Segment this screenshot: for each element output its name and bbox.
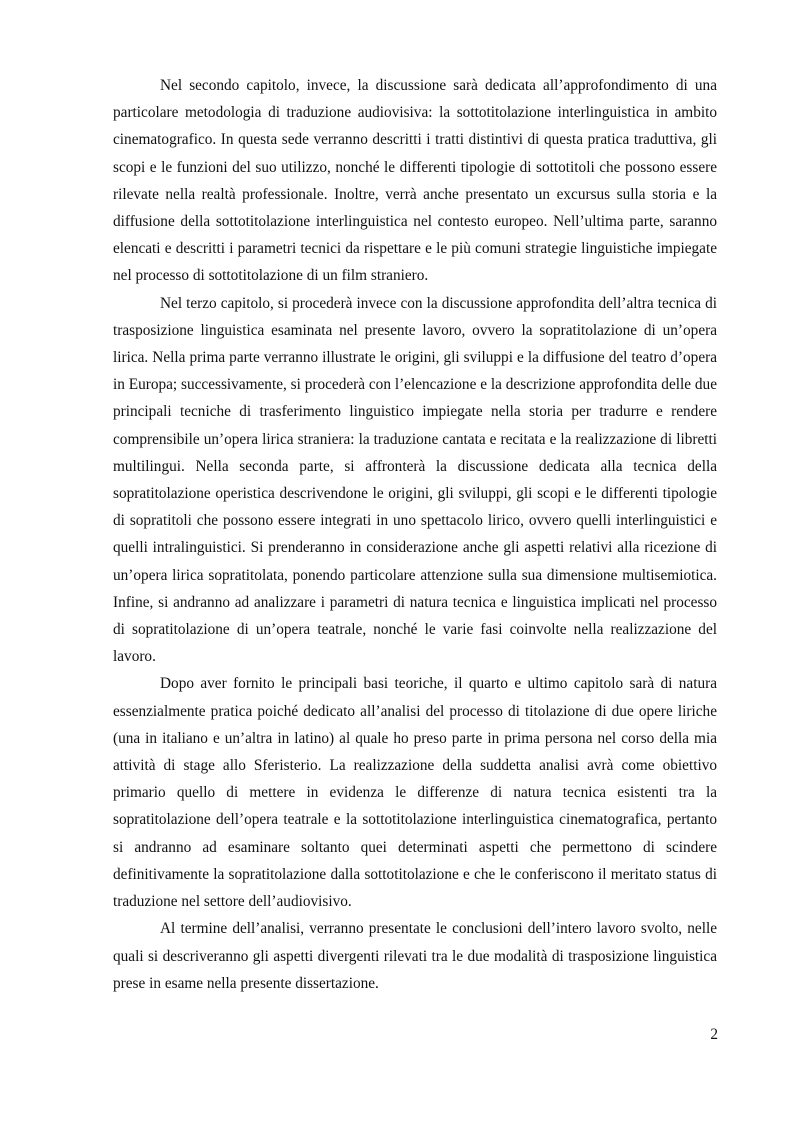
paragraph-chapter-three: Nel terzo capitolo, si procederà invece con la discussione approfondita dell’altra tecnica di trasposizione linguistica esaminata nel presente lavoro, ovvero la sopratitolazione di un’opera lirica. Nella prima parte verranno illustrate le origini, gli sviluppi e la diffusione del teatro d’opera in Europa; successivamente, si procederà con l’elencazione e la descrizione approfondita delle due principali tecniche di trasferimento linguistico impiegate nella storia per tradurre e rendere comprensibile un’opera lirica straniera: la traduzione cantata e recitata e la realizzazione di libretti multilingui. Nella seconda parte, si affronterà la discussione dedicata alla tecnica della sopratitolazione operistica descrivendone le origini, gli sviluppi, gli scopi e le differenti tipologie di sopratitoli che possono essere integrati in uno spettacolo lirico, ovvero quelli interlinguistici e quelli intralinguistici. Si prenderanno in considerazione anche gli aspetti relativi alla ricezione di un’opera lirica sopratitolata, ponendo particolare attenzione sulla sua dimensione multisemiotica. Infine, si andranno ad analizzare i parametri di natura tecnica e linguistica implicati nel processo di sopratitolazione di un’opera teatrale, nonché le varie fasi coinvolte nella realizzazione del lavoro. (113, 294, 717, 666)
paragraph-chapter-four: Dopo aver fornito le principali basi teoriche, il quarto e ultimo capitolo sarà di natura essenzialmente pratica poiché dedicato all’analisi del processo di titolazione di due opere liriche (una in italiano e un’altra in latino) al quale ho preso parte in prima persona nel corso della mia attività di stage allo Sferisterio. La realizzazione della suddetta analisi avrà come obiettivo primario quello di mettere in evidenza le differenze di natura tecnica esistenti tra la sopratitolazione dell’opera teatrale e la sottotitolazione interlinguistica cinematografica, pertanto si andranno ad esaminare soltanto quei determinati aspetti che permettono di scindere definitivamente la sopratitolazione dalla sottotitolazione e che le conferiscono il meritato status di traduzione nel settore dell’audiovisivo. (113, 675, 717, 911)
paragraph-chapter-two: Nel secondo capitolo, invece, la discussione sarà dedicata all’approfondimento di una particolare metodologia di traduzione audiovisiva: la sottotitolazione interlinguistica in ambito cinematografico. In questa sede verranno descritti i tratti distintivi di questa pratica traduttiva, gli scopi e le funzioni del suo utilizzo, nonché le differenti tipologie di sottotitoli che possono essere rilevate nella realtà professionale. Inoltre, verrà anche presentato un excursus sulla storia e la diffusione della sottotitolazione interlinguistica nel contesto europeo. Nell’ultima parte, saranno elencati e descritti i parametri tecnici da rispettare e le più comuni strategie linguistiche impiegate nel processo di sottotitolazione di un film straniero. (113, 77, 717, 285)
paragraph-conclusions: Al termine dell’analisi, verranno presentate le conclusioni dell’intero lavoro svolto, nelle quali si descriveranno gli aspetti divergenti rilevati tra le due modalità di trasposizione linguistica prese in esame nella presente dissertazione. (113, 920, 717, 992)
page-number: 2 (710, 1026, 718, 1043)
body-text (113, 72, 717, 997)
